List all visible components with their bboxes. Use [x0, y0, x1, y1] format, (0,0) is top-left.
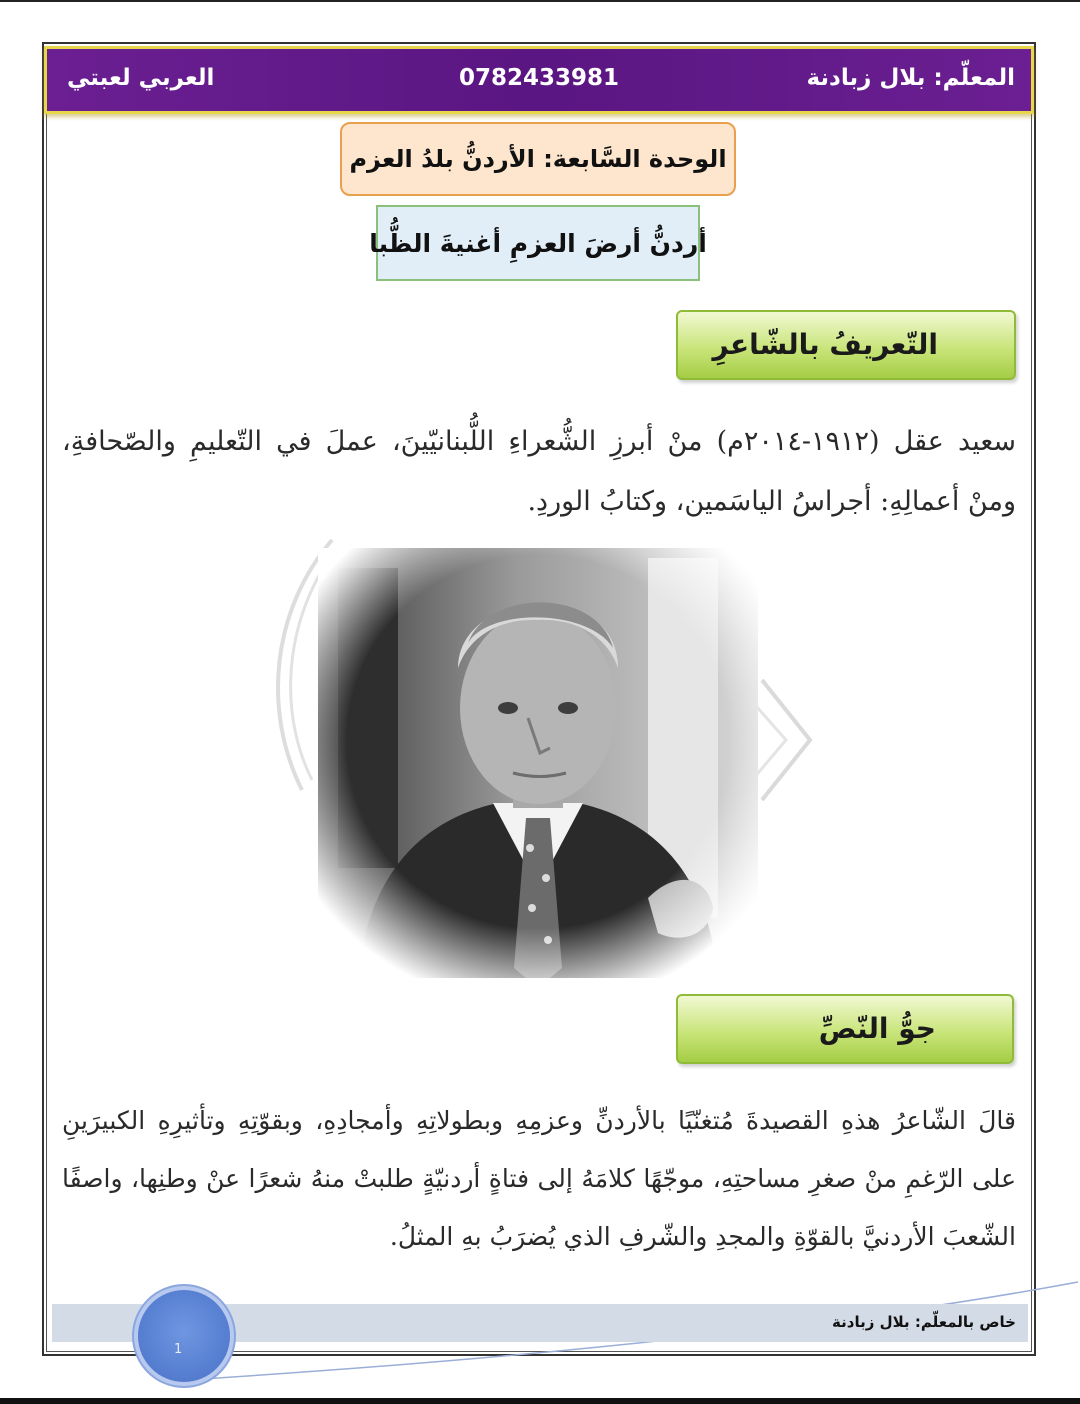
text-context-paragraph: قالَ الشّاعرُ هذهِ القصيدةَ مُتغنّيًا بالأردنِّ وعزمِهِ وبطولاتِهِ وأمجادِهِ، وبقوّتِهِ وتأثيرِهِ الكبيرَينِ على الرّغمِ منْ صغرِ مساحتِهِ، موجّهًا كلامَهُ إلى فتاةٍ أردنيّةٍ طلبتْ منهُ شعرًا عنْ وطنِها، واصفًا الشّعبَ الأردنيَّ بالقوّةِ والمجدِ والشّرفِ الذي يُضرَبُ بهِ المثلُ.	[62, 1106, 1016, 1251]
header-phone: 0782433981	[458, 65, 620, 91]
page-number-badge	[138, 1290, 230, 1382]
unit-title-box	[340, 122, 736, 196]
poet-intro-paragraph: سعيد عقل (١٩١٢-٢٠١٤م) منْ أبرزِ الشُّعراءِ اللُّبنانيّينَ، عملَ في التّعليمِ والصّحافةِ، ومنْ أعمالِهِ: أجراسُ الياسَمين، وكتابُ الوردِ.	[62, 426, 1016, 517]
top-rule	[0, 0, 1080, 2]
header-teacher-name: المعلّم: بلال زبادنة	[806, 65, 1015, 91]
section-heading-poet-intro	[676, 310, 1016, 380]
section-heading-text-context	[676, 994, 1014, 1064]
footer-owner-text: خاص بالمعلّم: بلال زبادنة	[832, 1313, 1016, 1331]
bottom-rule	[0, 1398, 1080, 1404]
section-heading-label: جوُّ النّصِّ	[818, 1012, 936, 1045]
header-site-name: العربي لعبتي	[67, 65, 215, 91]
poet-photo	[318, 548, 758, 978]
page-number: 1	[174, 1342, 183, 1357]
section-heading-label: التّعريفُ بالشّاعرِ	[712, 328, 938, 361]
header-bar	[44, 46, 1034, 114]
unit-title: الوحدة السَّابعة: الأردنُّ بلدُ العزم	[349, 145, 727, 173]
lesson-title: أردنُّ أرضَ العزمِ أغنيةَ الظُّبا	[369, 228, 707, 258]
lesson-title-box	[369, 205, 707, 281]
